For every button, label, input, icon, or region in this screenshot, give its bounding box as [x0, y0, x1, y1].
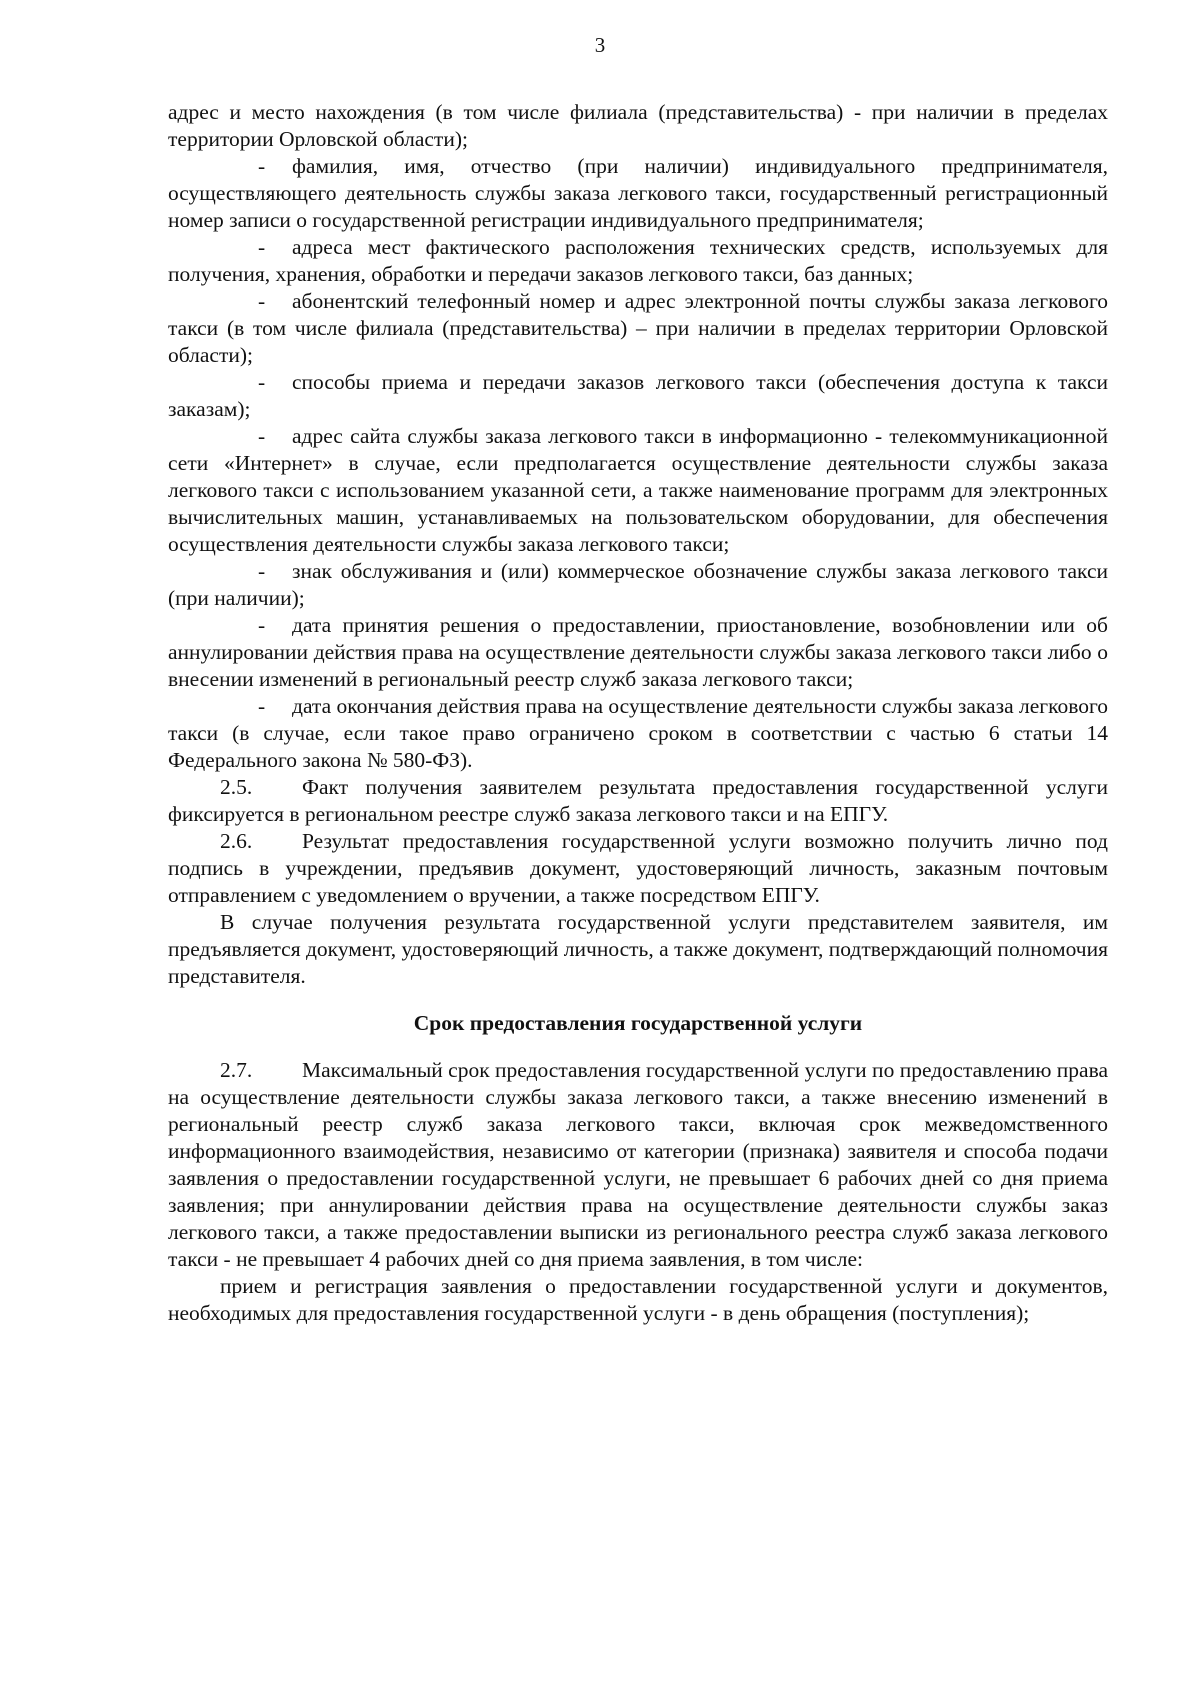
- document-body: [168, 99, 1108, 1327]
- list-dash: -: [258, 289, 266, 313]
- list-item-phone-email: [168, 288, 1108, 369]
- list-item-expiry-date: [168, 693, 1108, 774]
- section-heading: Срок предоставления государственной услуги: [413, 1011, 863, 1035]
- list-dash: -: [258, 559, 266, 583]
- list-dash: -: [258, 154, 266, 178]
- list-dash: -: [258, 694, 266, 718]
- clause-number: 2.7.: [220, 1058, 253, 1082]
- list-item-text: абонентский телефонный номер и адрес электронной почты службы заказа легкового такси (в том числе филиала (представительства) – при наличии в пределах территории Орловской области);: [168, 289, 1108, 367]
- list-item-website: [168, 423, 1108, 558]
- clause-2-5: [168, 774, 1108, 828]
- clause-2-6: [168, 828, 1108, 909]
- list-item-text: дата принятия решения о предоставлении, приостановление, возобновлении или об аннулировании действия права на осуществление деятельности службы заказа легкового такси либо о внесении изменений в региональный реестр служб заказа легкового такси;: [168, 613, 1108, 691]
- list-dash: -: [258, 613, 266, 637]
- paragraph-representative: В случае получения результата государственной услуги представителем заявителя, им предъявляется документ, удостоверяющий личность, а также документ, подтверждающий полномочия представителя.: [168, 910, 1108, 988]
- list-item-text: фамилия, имя, отчество (при наличии) индивидуального предпринимателя, осуществляющего деятельность службы заказа легкового такси, государственный регистрационный номер записи о государственной регистрации индивидуального предпринимателя;: [168, 154, 1108, 232]
- page-number: 3: [594, 33, 606, 57]
- clause-text: Результат предоставления государственной услуги возможно получить лично под подпись в учреждении, предъявив документ, удостоверяющий личность, заказным почтовым отправлением с уведомлением о вручении, а также посредством ЕПГУ.: [168, 829, 1108, 907]
- list-item-equipment-addresses: [168, 234, 1108, 288]
- list-dash: -: [258, 424, 266, 448]
- list-item-order-methods: [168, 369, 1108, 423]
- list-item-text: знак обслуживания и (или) коммерческое обозначение службы заказа легкового такси (при наличии);: [168, 559, 1108, 610]
- clause-text: Факт получения заявителем результата предоставления государственной услуги фиксируется в региональном реестре служб заказа легкового такси и на ЕПГУ.: [168, 775, 1108, 826]
- list-dash: -: [258, 235, 266, 259]
- list-item-trademark: [168, 558, 1108, 612]
- clause-number: 2.5.: [220, 775, 253, 799]
- list-item-text: дата окончания действия права на осуществление деятельности службы заказа легкового такси (в случае, если такое право ограничено сроком в соответствии с частью 6 статьи 14 Федерального закона № 580-ФЗ).: [168, 694, 1108, 772]
- paragraph-registration: прием и регистрация заявления о предоставлении государственной услуги и документов, необходимых для предоставления государственной услуги - в день обращения (поступления);: [168, 1274, 1108, 1325]
- list-item-text: адрес сайта службы заказа легкового такси в информационно - телекоммуникационной сети «Интернет» в случае, если предполагается осуществление деятельности службы заказа легкового такси с использованием указанной сети, а также наименование программ для электронных вычислительных машин, устанавливаемых на пользовательском оборудовании, для обеспечения осуществления деятельности службы заказа легкового такси;: [168, 424, 1108, 556]
- clause-number: 2.6.: [220, 829, 253, 853]
- clause-text: Максимальный срок предоставления государственной услуги по предоставлению права на осуществление деятельности службы заказа легкового такси, а также внесению изменений в региональный реестр служб заказа легкового такси, включая срок межведомственного информационного взаимодействия, независимо от категории (признака) заявителя и способа подачи заявления о предоставлении государственной услуги, не превышает 6 рабочих дней со дня приема заявления; при аннулировании действия права на осуществление деятельности службы заказ легкового такси, а также предоставлении выписки из регионального реестра служб заказа легкового такси - не превышает 4 рабочих дней со дня приема заявления, в том числе:: [168, 1058, 1108, 1271]
- clause-2-7: [168, 1057, 1108, 1273]
- paragraph-address: адрес и место нахождения (в том числе филиала (представительства) - при наличии в пределах территории Орловской области);: [168, 100, 1108, 151]
- list-item-text: адреса мест фактического расположения технических средств, используемых для получения, хранения, обработки и передачи заказов легкового такси, баз данных;: [168, 235, 1108, 286]
- list-item-decision-date: [168, 612, 1108, 693]
- list-item-text: способы приема и передачи заказов легкового такси (обеспечения доступа к такси заказам);: [168, 370, 1108, 421]
- list-item-entrepreneur: [168, 153, 1108, 234]
- list-dash: -: [258, 370, 266, 394]
